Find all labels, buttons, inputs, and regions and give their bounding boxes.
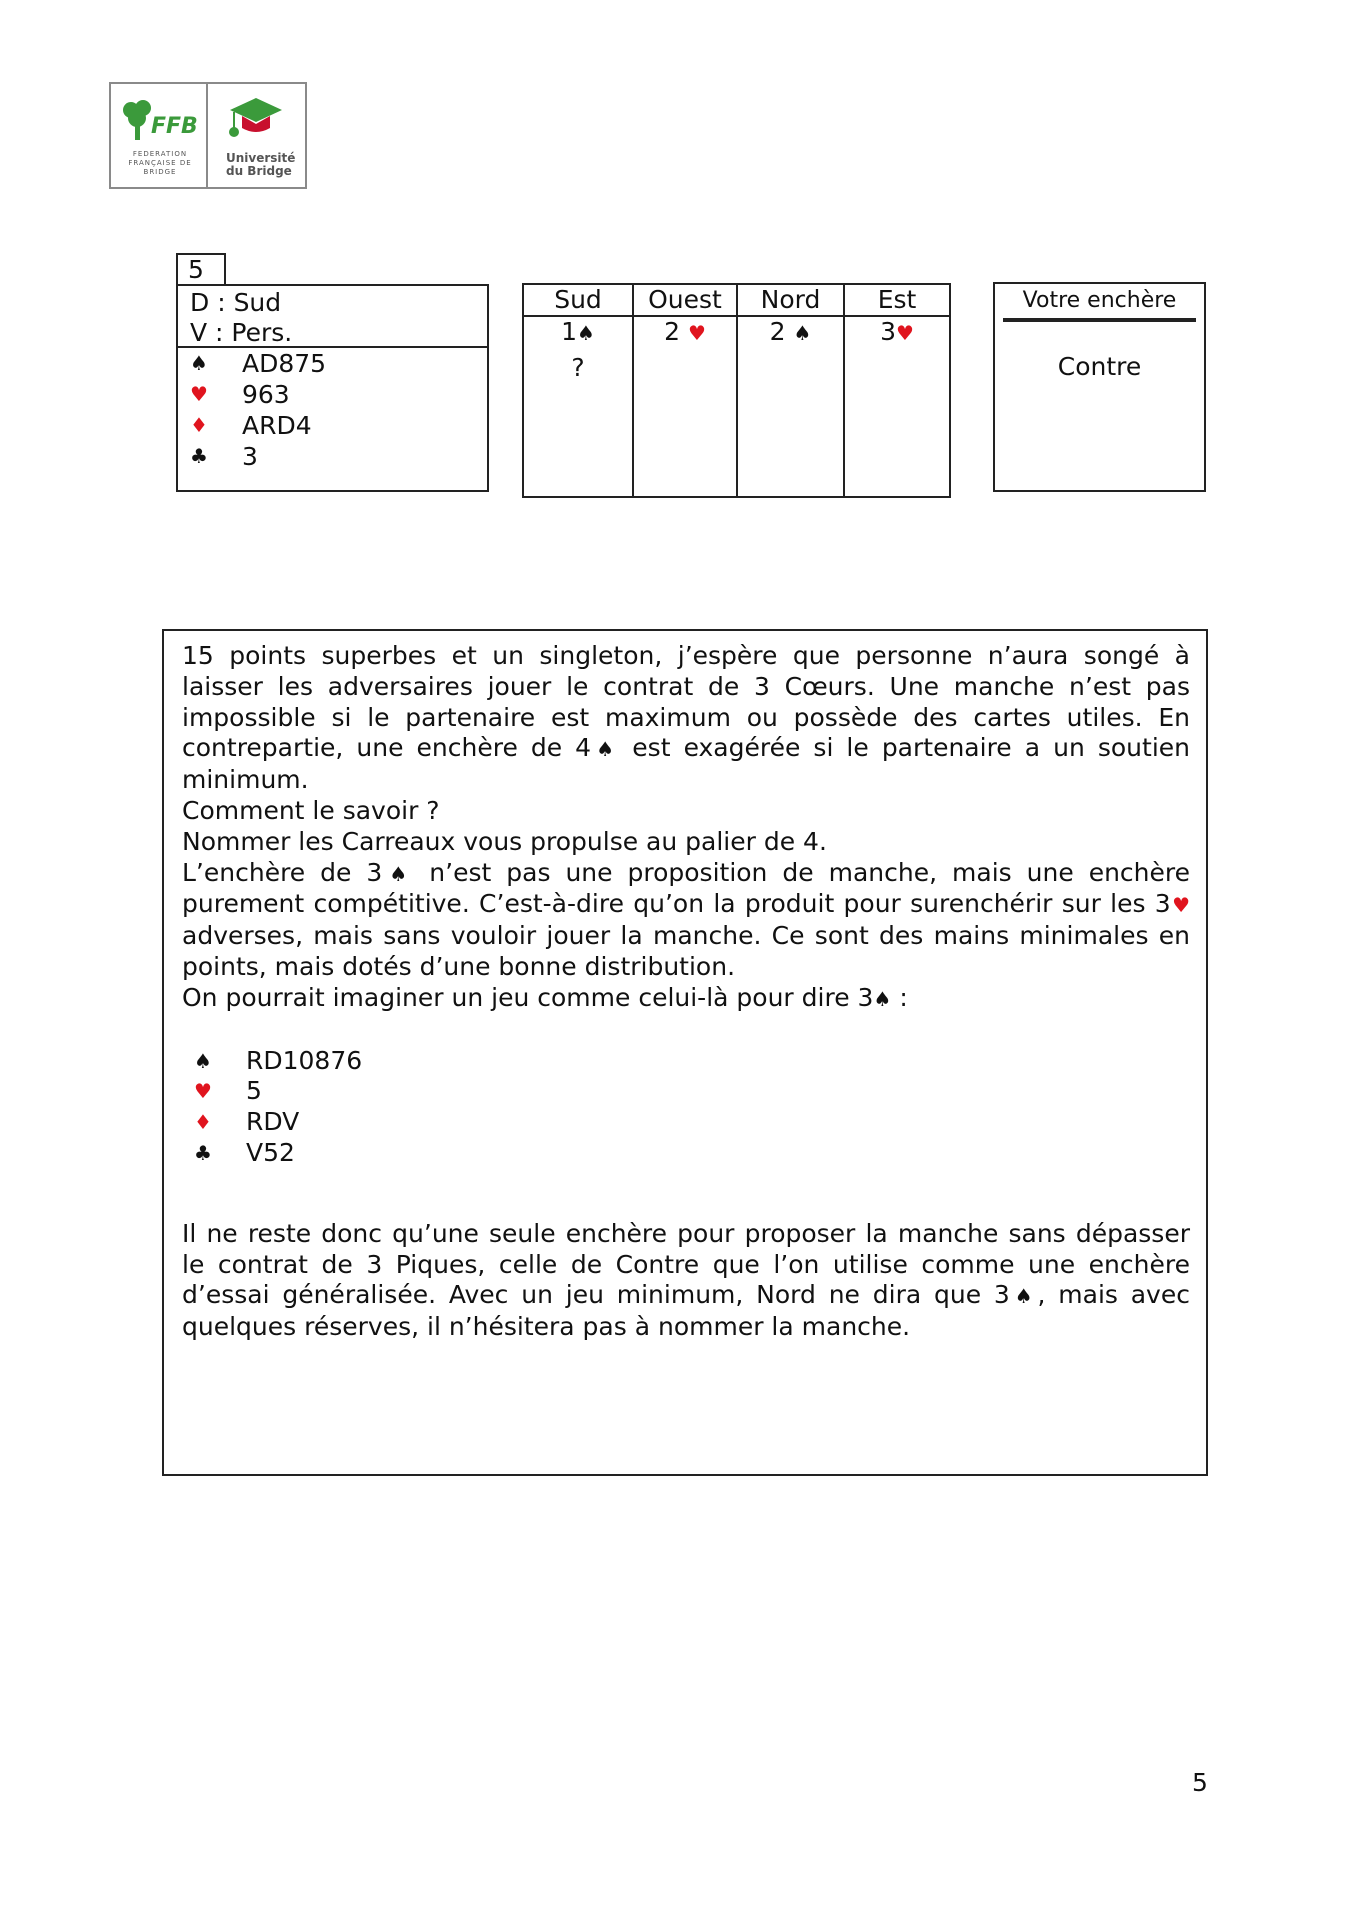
answer-value: Contre xyxy=(1057,352,1142,381)
bid-cell: 3♥ xyxy=(844,316,950,353)
spade-icon: ♠ xyxy=(576,321,595,345)
page-number: 5 xyxy=(1192,1768,1208,1797)
universite-logo xyxy=(208,84,305,187)
example-hand xyxy=(182,1046,1190,1169)
bid-header-est: Est xyxy=(844,284,950,316)
spade-icon: ♠ xyxy=(1009,1284,1038,1309)
deal-box xyxy=(176,284,489,492)
example-cards: 5 xyxy=(246,1076,262,1106)
example-cards: V52 xyxy=(246,1137,295,1167)
comment-paragraph: Il ne reste donc qu’une seule enchère pour proposer la manche sans dépasser le contrat de 3 Piques, celle de Contre que l’on utilise comme une enchère d’essai généralisée. Avec un jeu minimum, Nord ne dira que 3♠, mais avec quelques réserves, il n’hésitera pas à nommer la manche. xyxy=(182,1218,1190,1342)
spade-icon: ♠ xyxy=(194,1048,212,1073)
hand-row-hearts xyxy=(190,379,487,410)
heart-icon: ♥ xyxy=(194,1079,212,1104)
diamond-icon: ♦ xyxy=(190,413,208,437)
example-cards: RDV xyxy=(246,1107,300,1137)
example-row-hearts xyxy=(182,1076,1190,1107)
hand-row-diamonds xyxy=(190,410,487,441)
heart-icon: ♥ xyxy=(1170,893,1190,918)
bid-header-sud: Sud xyxy=(523,284,633,316)
answer-divider xyxy=(1003,318,1196,322)
comment-box xyxy=(162,629,1208,1476)
ffb-subtitle: FEDERATION FRANÇAISE DE BRIDGE xyxy=(128,150,192,176)
bid-cell xyxy=(844,353,950,497)
club-icon: ♣ xyxy=(194,1140,212,1165)
comment-paragraph: Comment le savoir ? xyxy=(182,795,440,825)
spade-icon: ♠ xyxy=(793,321,812,345)
bid-cell: ? xyxy=(523,353,633,497)
deal-number: 5 xyxy=(176,253,226,285)
south-hand xyxy=(178,348,487,472)
hand-row-clubs xyxy=(190,441,487,472)
bid-cell: 2 ♥ xyxy=(633,316,737,353)
universite-text: Université du Bridge xyxy=(226,151,296,178)
bid-cell: 1♠ xyxy=(523,316,633,353)
comment-paragraph: 15 points superbes et un singleton, j’espère que personne n’aura songé à laisser les adversaires jouer le contrat de 3 Cœurs. Une manche n’est pas impossible si le partenaire est maximum ou possède des cartes utiles. En contrepartie, une enchère de 4♠ est exagérée si le partenaire a un soutien minimum. xyxy=(182,641,1190,795)
dealer: D : Sud xyxy=(190,288,282,317)
hand-row-spades xyxy=(190,348,487,379)
example-row-spades xyxy=(182,1046,1190,1077)
hand-cards: 3 xyxy=(242,442,258,471)
example-cards: RD10876 xyxy=(246,1045,363,1075)
spacer xyxy=(182,1169,1190,1219)
bid-cell xyxy=(737,353,844,497)
logo xyxy=(109,82,307,189)
bid-header-ouest: Ouest xyxy=(633,284,737,316)
graduation-cap-icon xyxy=(222,94,288,144)
ffb-logo xyxy=(111,84,208,187)
comment-paragraph: L’enchère de 3♠ n’est pas une proposition de manche, mais une enchère purement compétitive. C’est-à-dire qu’on la produit pour surenchérir sur les 3♥ adverses, mais sans vouloir jouer la manche. Ce sont des mains minimales en points, mais dotés d’une bonne distribution. xyxy=(182,857,1190,981)
diamond-icon: ♦ xyxy=(194,1110,212,1135)
spade-icon: ♠ xyxy=(873,986,892,1011)
heart-icon: ♥ xyxy=(687,321,706,345)
answer-box xyxy=(993,282,1206,492)
bidding-table xyxy=(522,283,951,498)
tree-icon xyxy=(121,98,155,142)
spade-icon: ♠ xyxy=(190,351,208,375)
club-icon: ♣ xyxy=(190,444,208,468)
bid-cell: 2 ♠ xyxy=(737,316,844,353)
spade-icon: ♠ xyxy=(382,861,415,886)
example-row-diamonds xyxy=(182,1107,1190,1138)
bid-cell xyxy=(633,353,737,497)
spade-icon: ♠ xyxy=(591,737,620,762)
comment-paragraph: Nommer les Carreaux vous propulse au palier de 4. xyxy=(182,826,827,856)
heart-icon: ♥ xyxy=(895,321,914,345)
heart-icon: ♥ xyxy=(190,382,208,406)
bid-header-nord: Nord xyxy=(737,284,844,316)
hand-cards: AD875 xyxy=(242,349,327,378)
answer-label: Votre enchère xyxy=(1022,288,1177,313)
hand-cards: 963 xyxy=(242,380,290,409)
hand-cards: ARD4 xyxy=(242,411,312,440)
deal-info xyxy=(178,286,487,348)
vulnerability: V : Pers. xyxy=(190,318,293,347)
ffb-text: FFB xyxy=(151,114,198,139)
example-row-clubs xyxy=(182,1138,1190,1169)
comment-paragraph: On pourrait imaginer un jeu comme celui-là pour dire 3♠ : xyxy=(182,982,908,1012)
